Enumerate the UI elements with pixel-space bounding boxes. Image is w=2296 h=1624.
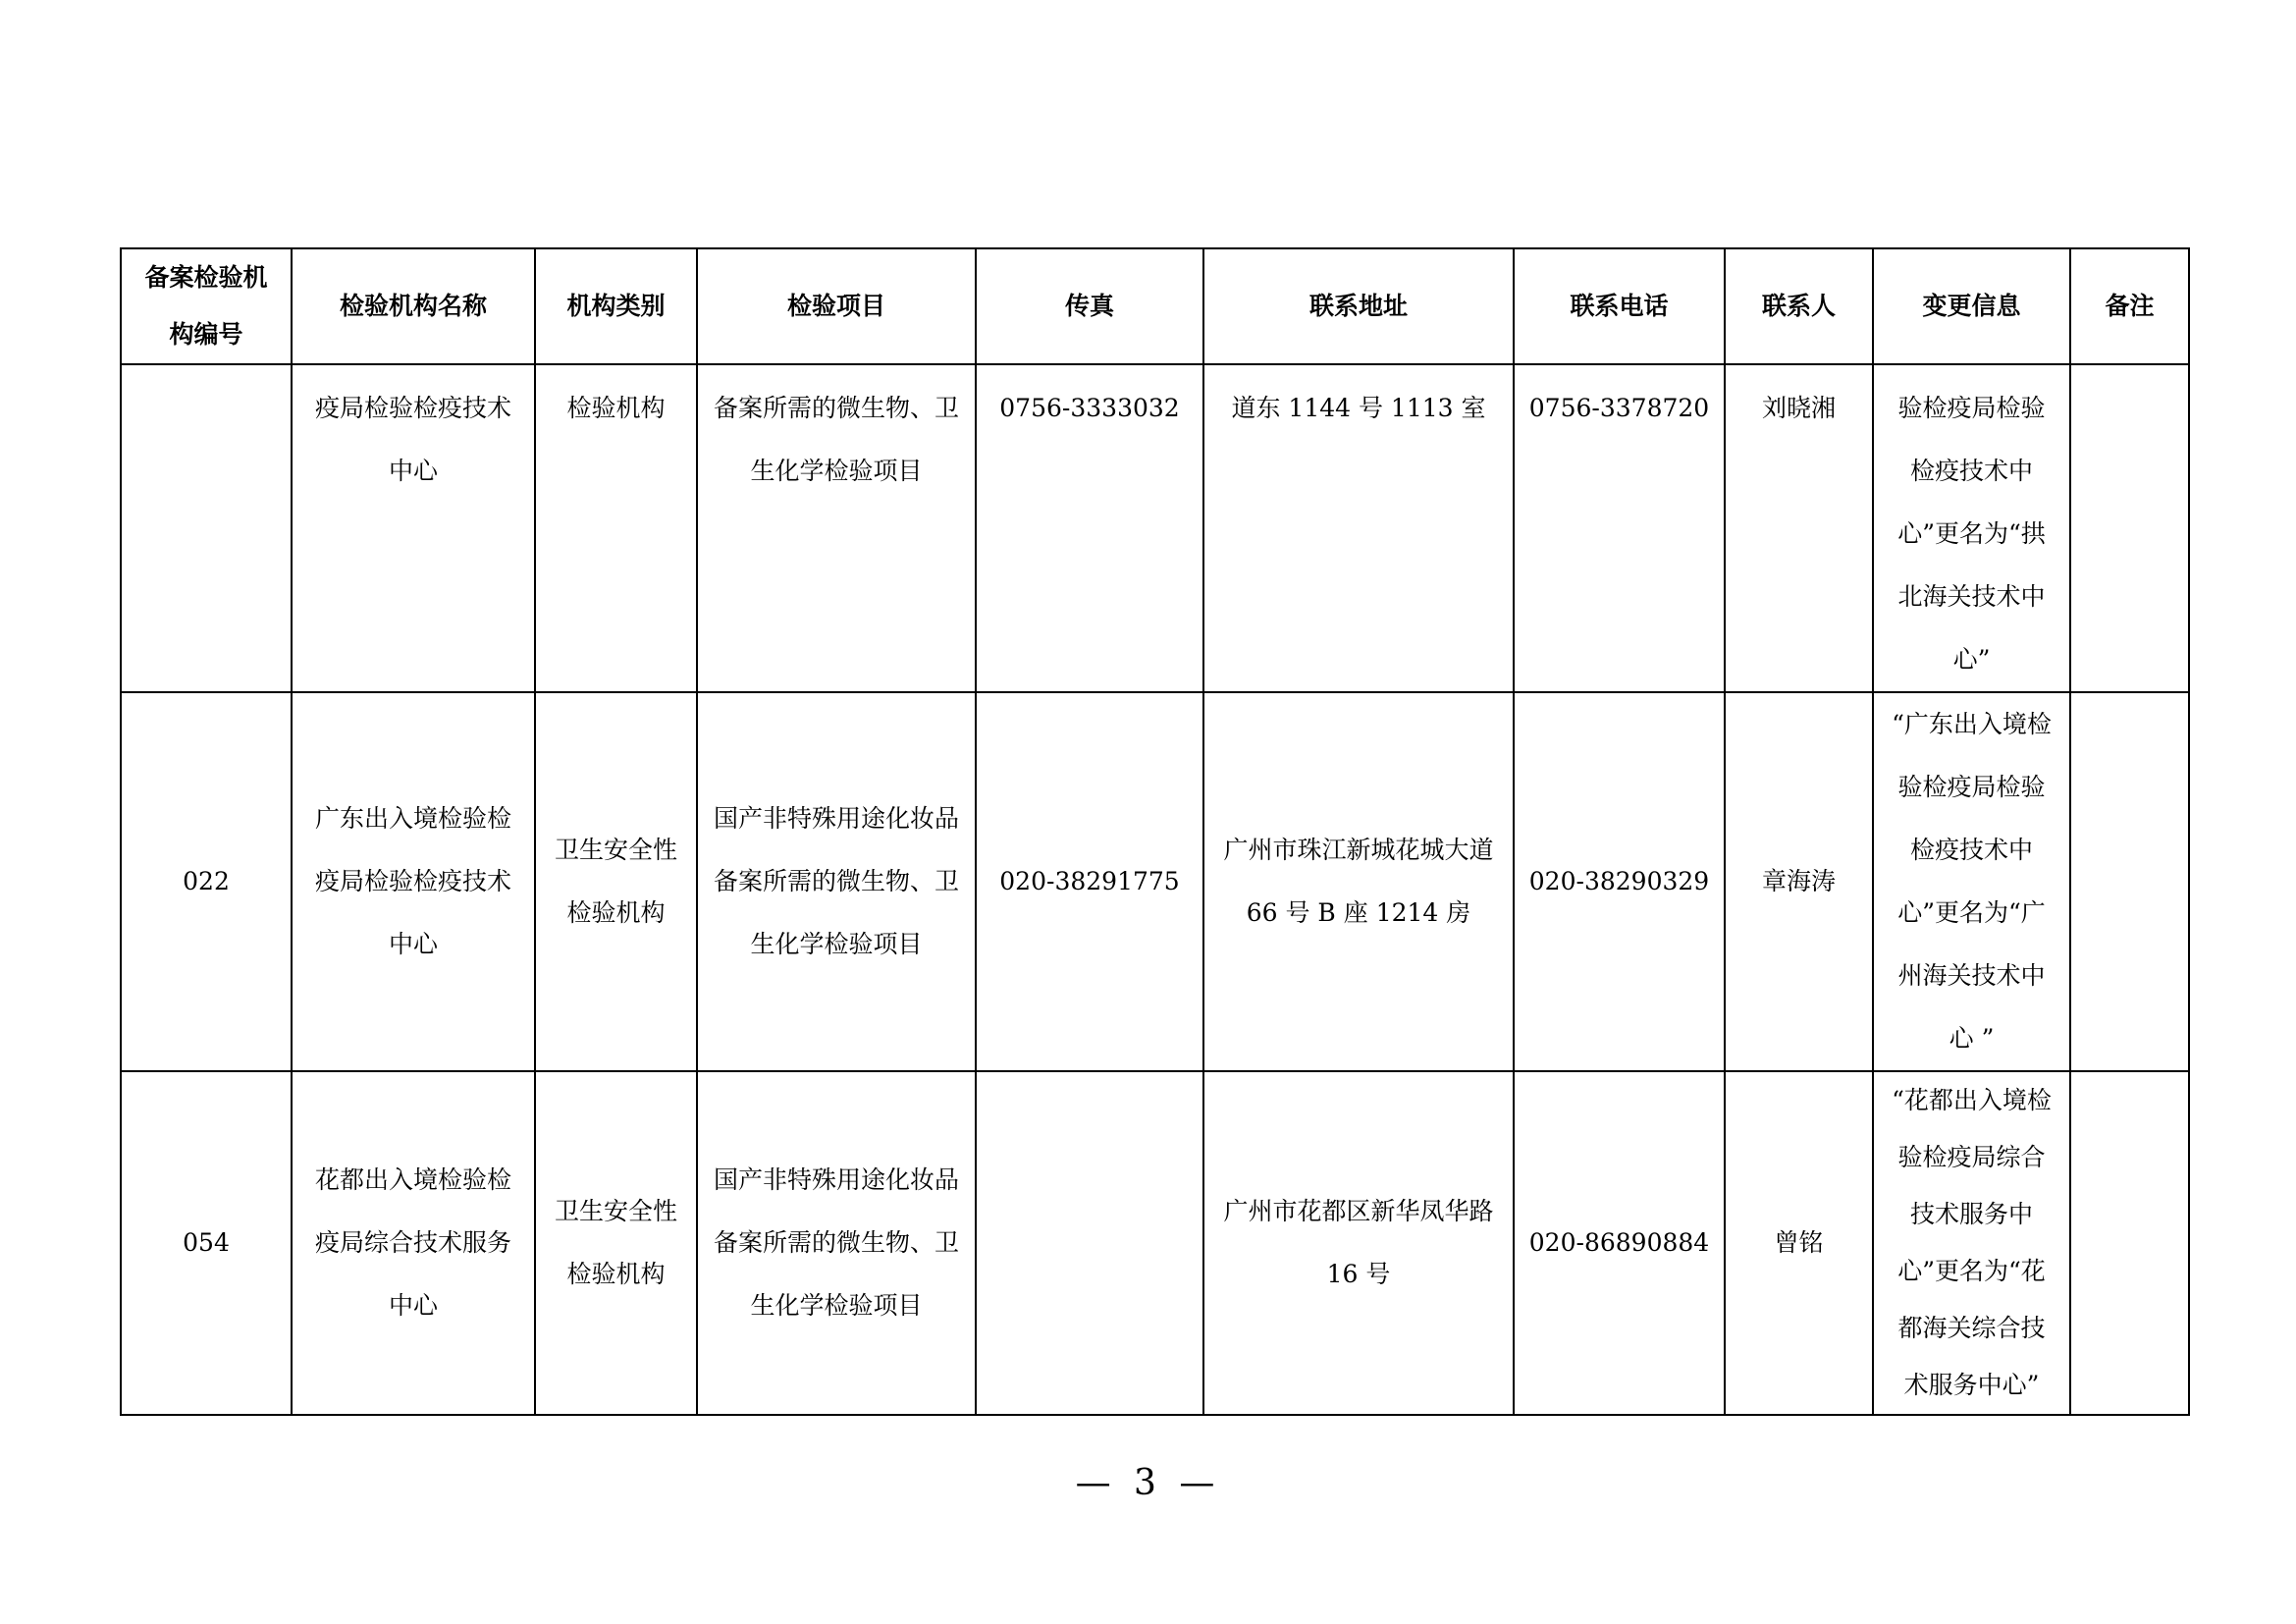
header-row — [121, 248, 2189, 364]
cell-address: 广州市花都区新华凤华路 16 号 — [1203, 1071, 1514, 1415]
cell-category: 检验机构 — [535, 364, 697, 692]
cell-code: 054 — [121, 1071, 292, 1415]
cell-fax: 0756-3333032 — [976, 364, 1203, 692]
page-number: — 3 — — [1075, 1463, 1221, 1503]
header-contact: 联系人 — [1725, 248, 1873, 364]
cell-code — [121, 364, 292, 692]
cell-items: 国产非特殊用途化妆品备案所需的微生物、卫生化学检验项目 — [697, 692, 976, 1071]
cell-change: 验检疫局检验检疫技术中心”更名为“拱北海关技术中心” — [1873, 364, 2070, 692]
cell-category: 卫生安全性检验机构 — [535, 692, 697, 1071]
cell-category: 卫生安全性检验机构 — [535, 1071, 697, 1415]
table-row — [121, 1071, 2189, 1415]
cell-remark — [2070, 364, 2189, 692]
cell-remark — [2070, 1071, 2189, 1415]
header-items: 检验项目 — [697, 248, 976, 364]
cell-code: 022 — [121, 692, 292, 1071]
cell-name: 花都出入境检验检疫局综合技术服务中心 — [292, 1071, 535, 1415]
cell-phone: 020-86890884 — [1514, 1071, 1725, 1415]
cell-fax — [976, 1071, 1203, 1415]
header-name: 检验机构名称 — [292, 248, 535, 364]
table-row — [121, 364, 2189, 692]
cell-items: 国产非特殊用途化妆品备案所需的微生物、卫生化学检验项目 — [697, 1071, 976, 1415]
header-code: 备案检验机构编号 — [121, 248, 292, 364]
cell-contact: 章海涛 — [1725, 692, 1873, 1071]
header-fax: 传真 — [976, 248, 1203, 364]
cell-name: 广东出入境检验检疫局检验检疫技术中心 — [292, 692, 535, 1071]
header-phone: 联系电话 — [1514, 248, 1725, 364]
registry-table — [120, 247, 2190, 1416]
cell-items: 备案所需的微生物、卫生化学检验项目 — [697, 364, 976, 692]
cell-phone: 0756-3378720 — [1514, 364, 1725, 692]
cell-address: 道东 1144 号 1113 室 — [1203, 364, 1514, 692]
cell-contact: 曾铭 — [1725, 1071, 1873, 1415]
header-category: 机构类别 — [535, 248, 697, 364]
cell-name: 疫局检验检疫技术中心 — [292, 364, 535, 692]
cell-remark — [2070, 692, 2189, 1071]
cell-change: “花都出入境检验检疫局综合技术服务中心”更名为“花都海关综合技术服务中心” — [1873, 1071, 2070, 1415]
header-address: 联系地址 — [1203, 248, 1514, 364]
cell-phone: 020-38290329 — [1514, 692, 1725, 1071]
cell-change: “广东出入境检验检疫局检验检疫技术中心”更名为“广州海关技术中心 ” — [1873, 692, 2070, 1071]
header-change: 变更信息 — [1873, 248, 2070, 364]
table-row — [121, 692, 2189, 1071]
cell-fax: 020-38291775 — [976, 692, 1203, 1071]
cell-address: 广州市珠江新城花城大道 66 号 B 座 1214 房 — [1203, 692, 1514, 1071]
header-remark: 备注 — [2070, 248, 2189, 364]
cell-contact: 刘晓湘 — [1725, 364, 1873, 692]
